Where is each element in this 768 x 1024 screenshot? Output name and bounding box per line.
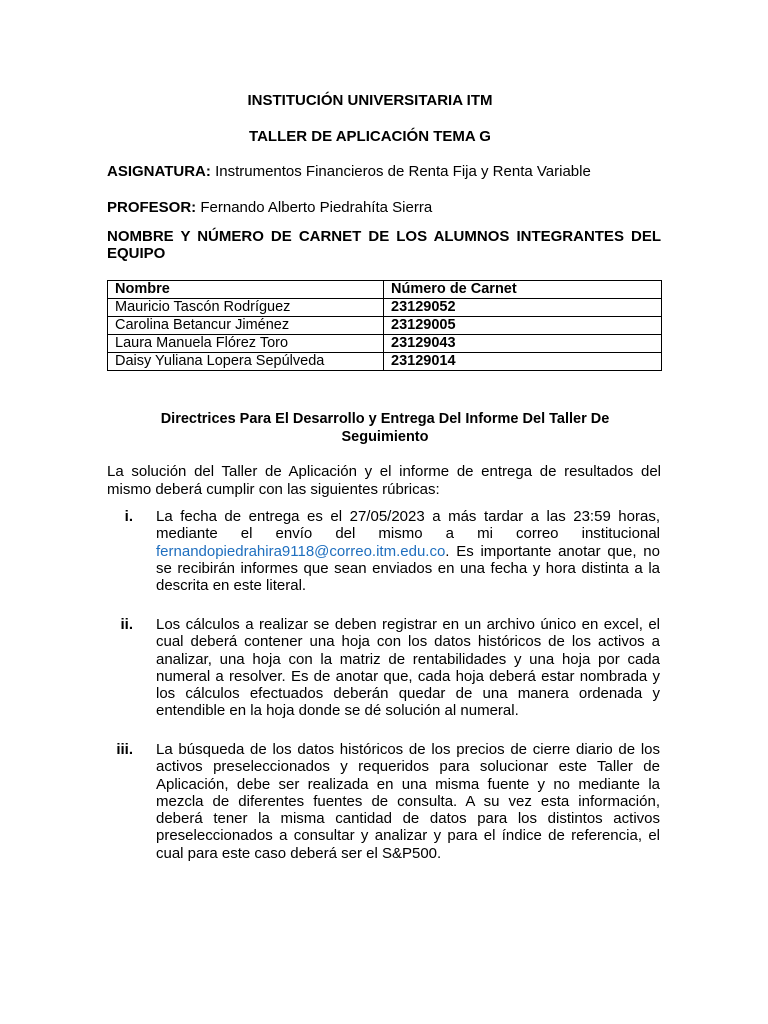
professor-value: Fernando Alberto Piedrahíta Sierra	[200, 199, 433, 216]
table-row	[108, 335, 662, 353]
item-text-before: La fecha de entrega es el 27/05/2023 a más tardar a las 23:59 horas, mediante el envío del mismo a mi correo institucional	[156, 508, 660, 543]
item-numeral: ii.	[120, 616, 133, 633]
header-id: Número de Carnet	[384, 281, 662, 299]
workshop-title: TALLER DE APLICACIÓN TEMA G	[249, 128, 491, 145]
guidelines-title: Directrices Para El Desarrollo y Entrega Del Informe Del Taller De Seguimiento	[160, 411, 610, 445]
subject-value: Instrumentos Financieros de Renta Fija y Renta Variable	[215, 163, 591, 180]
item-numeral: i.	[124, 508, 133, 525]
item-text: La búsqueda de los datos históricos de los precios de cierre diario de los activos preseleccionados y requeridos para solucionar este Taller de Aplicación, debe ser realizada en una misma fuente y no mediante la mezcla de diferentes fuentes de consulta. A su vez esta información, deberá tener la misma cantidad de datos para los distintos activos preseleccionados a consultar y analizar y para el índice de referencia, el cual para este caso deberá ser el S&P500.	[156, 741, 660, 862]
table-row	[108, 317, 662, 335]
institution-title: INSTITUCIÓN UNIVERSITARIA ITM	[247, 92, 493, 109]
subject-line	[107, 163, 591, 180]
item-numeral: iii.	[116, 741, 133, 758]
student-name: Daisy Yuliana Lopera Sepúlveda	[108, 353, 384, 371]
email-link[interactable]: fernandopiedrahira9118@correo.itm.edu.co	[156, 542, 446, 560]
guidelines-intro: La solución del Taller de Aplicación y el informe de entrega de resultados del mismo deberá cumplir con las siguientes rúbricas:	[107, 463, 661, 498]
header-name: Nombre	[108, 281, 384, 299]
students-table	[107, 280, 662, 371]
student-id: 23129052	[384, 299, 662, 317]
student-name: Carolina Betancur Jiménez	[108, 317, 384, 335]
subject-label: ASIGNATURA:	[107, 163, 211, 180]
student-id: 23129014	[384, 353, 662, 371]
item-text-after: . Es importante anotar que, no se recibirán informes que sean enviados en una fecha y hora distinta a la descrita en este literal.	[156, 542, 660, 595]
item-text: Los cálculos a realizar se deben registrar en un archivo único en excel, el cual deberá contener una hoja con los datos históricos de los activos a analizar, una hoja con la matriz de rentabilidades y una hoja por cada numeral a resolver. Es de anotar que, cada hoja deberá estar nombrada y los cálculos efectuados deberán quedar de una manera ordenada y entendible en la hoja donde se dé solución al numeral.	[156, 616, 660, 720]
students-heading: NOMBRE Y NÚMERO DE CARNET DE LOS ALUMNOS INTEGRANTES DEL EQUIPO	[107, 228, 661, 262]
student-name: Laura Manuela Flórez Toro	[108, 335, 384, 353]
student-id: 23129005	[384, 317, 662, 335]
professor-label: PROFESOR:	[107, 199, 197, 216]
table-header-row	[108, 281, 662, 299]
student-id: 23129043	[384, 335, 662, 353]
item-text	[156, 508, 660, 594]
student-name: Mauricio Tascón Rodríguez	[108, 299, 384, 317]
table-row	[108, 353, 662, 371]
professor-line	[107, 199, 432, 216]
table-row	[108, 299, 662, 317]
